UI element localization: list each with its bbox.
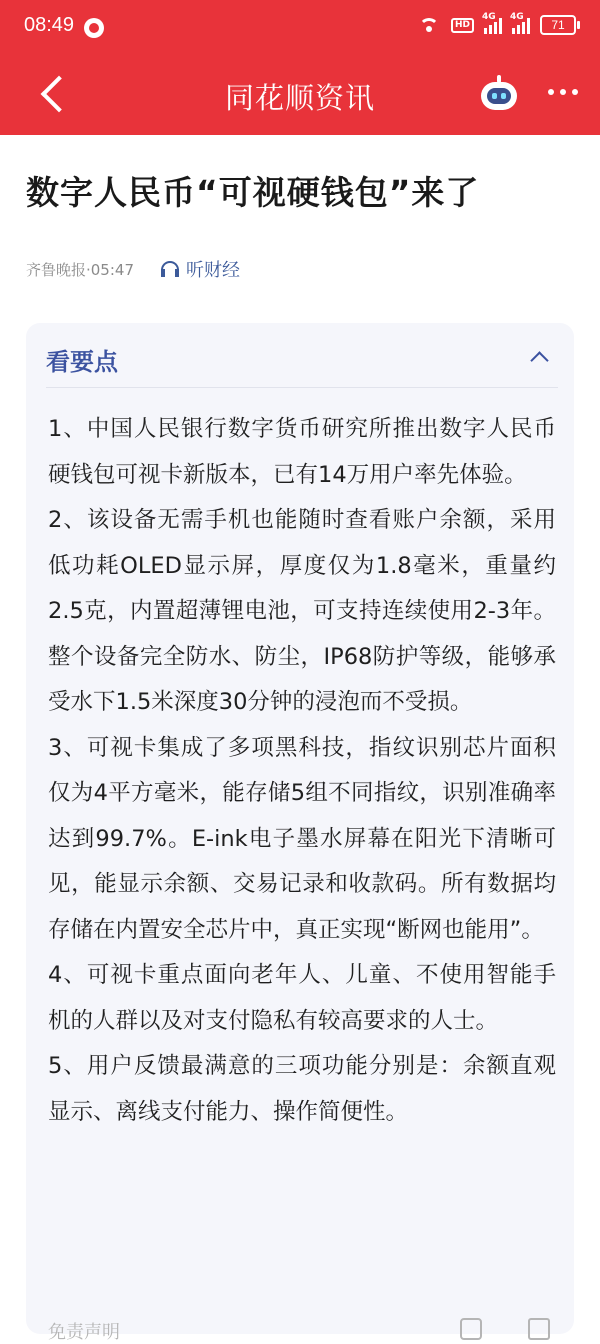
key-point-item: 5、用户反馈最满意的三项功能分别是：余额直观显示、离线支付能力、操作简便性。 [48,1053,556,1125]
status-time: 08:49 [24,14,75,36]
share-icon[interactable] [528,1318,550,1340]
signal-label: 4G [482,12,496,22]
disclaimer-link[interactable]: 免责声明 [48,1322,120,1343]
key-point-item: 4、可视卡重点面向老年人、儿童、不使用智能手机的人群以及对支付隐私有较高要求的人士。 [48,962,556,1034]
system-indicators [417,12,576,35]
nav-bar [0,56,600,135]
chevron-up-icon[interactable] [528,345,552,369]
headphones-icon [160,260,180,278]
footer-bar [0,1300,600,1343]
signal-label-2: 4G [510,12,524,22]
more-options-icon[interactable] [548,89,588,101]
signal-icon [482,12,502,34]
page-title: 同花顺资讯 [224,81,375,115]
header [0,0,600,135]
divider [46,387,558,388]
wifi-icon [417,16,441,34]
key-points-panel [26,323,574,1334]
ai-assistant-icon[interactable] [478,74,520,114]
article-source-time: 齐鲁晚报·05:47 [26,261,134,279]
signal-icon-2 [510,12,530,34]
key-point-item: 1、中国人民银行数字货币研究所推出数字人民币硬钱包可视卡新版本，已有14万用户率先体验。 [48,416,556,488]
battery-icon: 71 [540,15,576,35]
status-bar [0,0,600,56]
notification-app-icon [84,18,104,38]
article-headline: 数字人民币“可视硬钱包”来了 [26,173,480,212]
key-points-title: 看要点 [46,348,118,376]
listen-label: 听财经 [186,260,240,281]
like-icon[interactable] [460,1318,482,1340]
key-points-list [48,407,556,1135]
key-point-item: 2、该设备无需手机也能随时查看账户余额，采用低功耗OLED显示屏，厚度仅为1.8毫米，重量约2.5克，内置超薄锂电池，可支持连续使用2-3年。整个设备完全防水、防尘，IP68防护等级，能够承受水下1.5米深度30分钟的浸泡而不受损。 [48,507,556,715]
hd-icon: HD [451,18,474,33]
key-point-item: 3、可视卡集成了多项黑科技，指纹识别芯片面积仅为4平方毫米，能存储5组不同指纹，识别准确率达到99.7%。E-ink电子墨水屏幕在阳光下清晰可见，能显示余额、交易记录和收款码。所有数据均存储在内置安全芯片中，真正实现“断网也能用”。 [48,734,556,943]
listen-button[interactable] [160,256,240,282]
key-points-header[interactable] [26,323,574,389]
